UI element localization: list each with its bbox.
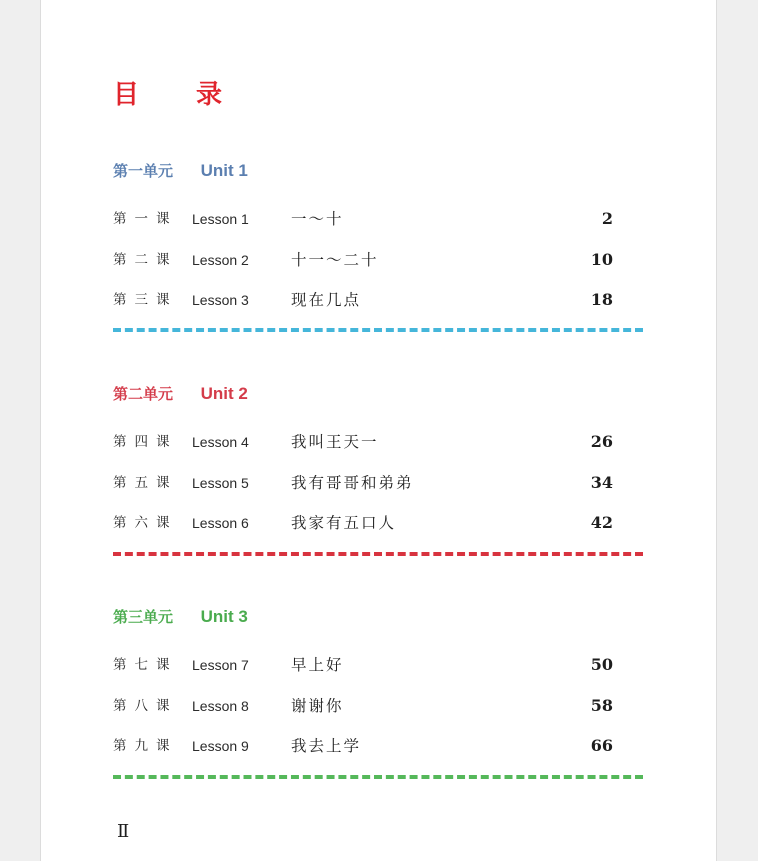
lesson-title: 我叫王天一 [291, 433, 379, 451]
lesson-page-number: 66 [590, 736, 613, 755]
lesson-ordinal: 第二课 [113, 252, 178, 268]
lesson-ordinal: 第八课 [113, 698, 178, 714]
lesson-english-label: Lesson 8 [192, 698, 249, 714]
lesson-english-label: Lesson 1 [192, 211, 249, 227]
page-number: Ⅱ [117, 821, 130, 842]
unit-header [113, 606, 248, 628]
lesson-entry-5[interactable] [113, 472, 613, 494]
lesson-english-label: Lesson 6 [192, 515, 249, 531]
lesson-entry-2[interactable] [113, 249, 613, 271]
lesson-page-number: 42 [590, 513, 613, 532]
lesson-page-number: 10 [590, 250, 613, 269]
lesson-entry-8[interactable] [113, 695, 613, 717]
unit-chinese-title: 第三单元 [113, 608, 174, 626]
lesson-english-label: Lesson 2 [192, 252, 249, 268]
lesson-ordinal: 第七课 [113, 657, 178, 673]
unit-english-title: Unit 2 [200, 384, 248, 403]
lesson-english-label: Lesson 4 [192, 434, 249, 450]
lesson-english-label: Lesson 3 [192, 292, 249, 308]
lesson-ordinal: 第五课 [113, 475, 178, 491]
lesson-ordinal: 第四课 [113, 434, 178, 450]
lesson-page-number: 34 [590, 473, 613, 492]
unit-header [113, 383, 248, 405]
lesson-entry-9[interactable] [113, 735, 613, 757]
lesson-title: 一～十 [291, 210, 344, 228]
unit-section-2 [113, 383, 643, 583]
unit-english-title: Unit 3 [200, 607, 248, 626]
lesson-title: 早上好 [291, 656, 344, 674]
unit-section-3 [113, 606, 643, 806]
toc-title: 目 录 [113, 80, 247, 110]
unit-section-1 [113, 160, 643, 360]
lesson-title: 我有哥哥和弟弟 [291, 474, 414, 492]
lesson-english-label: Lesson 7 [192, 657, 249, 673]
lesson-ordinal: 第九课 [113, 738, 178, 754]
unit-chinese-title: 第二单元 [113, 385, 174, 403]
lesson-title: 十一～二十 [291, 251, 379, 269]
unit-divider [113, 775, 643, 779]
lesson-english-label: Lesson 5 [192, 475, 249, 491]
lesson-ordinal: 第一课 [113, 211, 178, 227]
unit-divider [113, 328, 643, 332]
unit-chinese-title: 第一单元 [113, 162, 174, 180]
lesson-entry-3[interactable] [113, 289, 613, 311]
document-page [40, 0, 717, 861]
lesson-page-number: 58 [590, 696, 613, 715]
lesson-entry-1[interactable] [113, 208, 613, 230]
lesson-entry-6[interactable] [113, 512, 613, 534]
lesson-entry-7[interactable] [113, 654, 613, 676]
lesson-page-number: 2 [601, 209, 613, 228]
lesson-page-number: 26 [590, 432, 613, 451]
lesson-entry-4[interactable] [113, 431, 613, 453]
lesson-page-number: 18 [590, 290, 613, 309]
lesson-title: 现在几点 [291, 291, 362, 309]
lesson-ordinal: 第六课 [113, 515, 178, 531]
unit-english-title: Unit 1 [200, 161, 248, 180]
lesson-title: 谢谢你 [291, 697, 344, 715]
lesson-title: 我家有五口人 [291, 514, 397, 532]
lesson-title: 我去上学 [291, 737, 362, 755]
lesson-english-label: Lesson 9 [192, 738, 249, 754]
lesson-ordinal: 第三课 [113, 292, 178, 308]
lesson-page-number: 50 [590, 655, 613, 674]
unit-divider [113, 552, 643, 556]
unit-header [113, 160, 248, 182]
